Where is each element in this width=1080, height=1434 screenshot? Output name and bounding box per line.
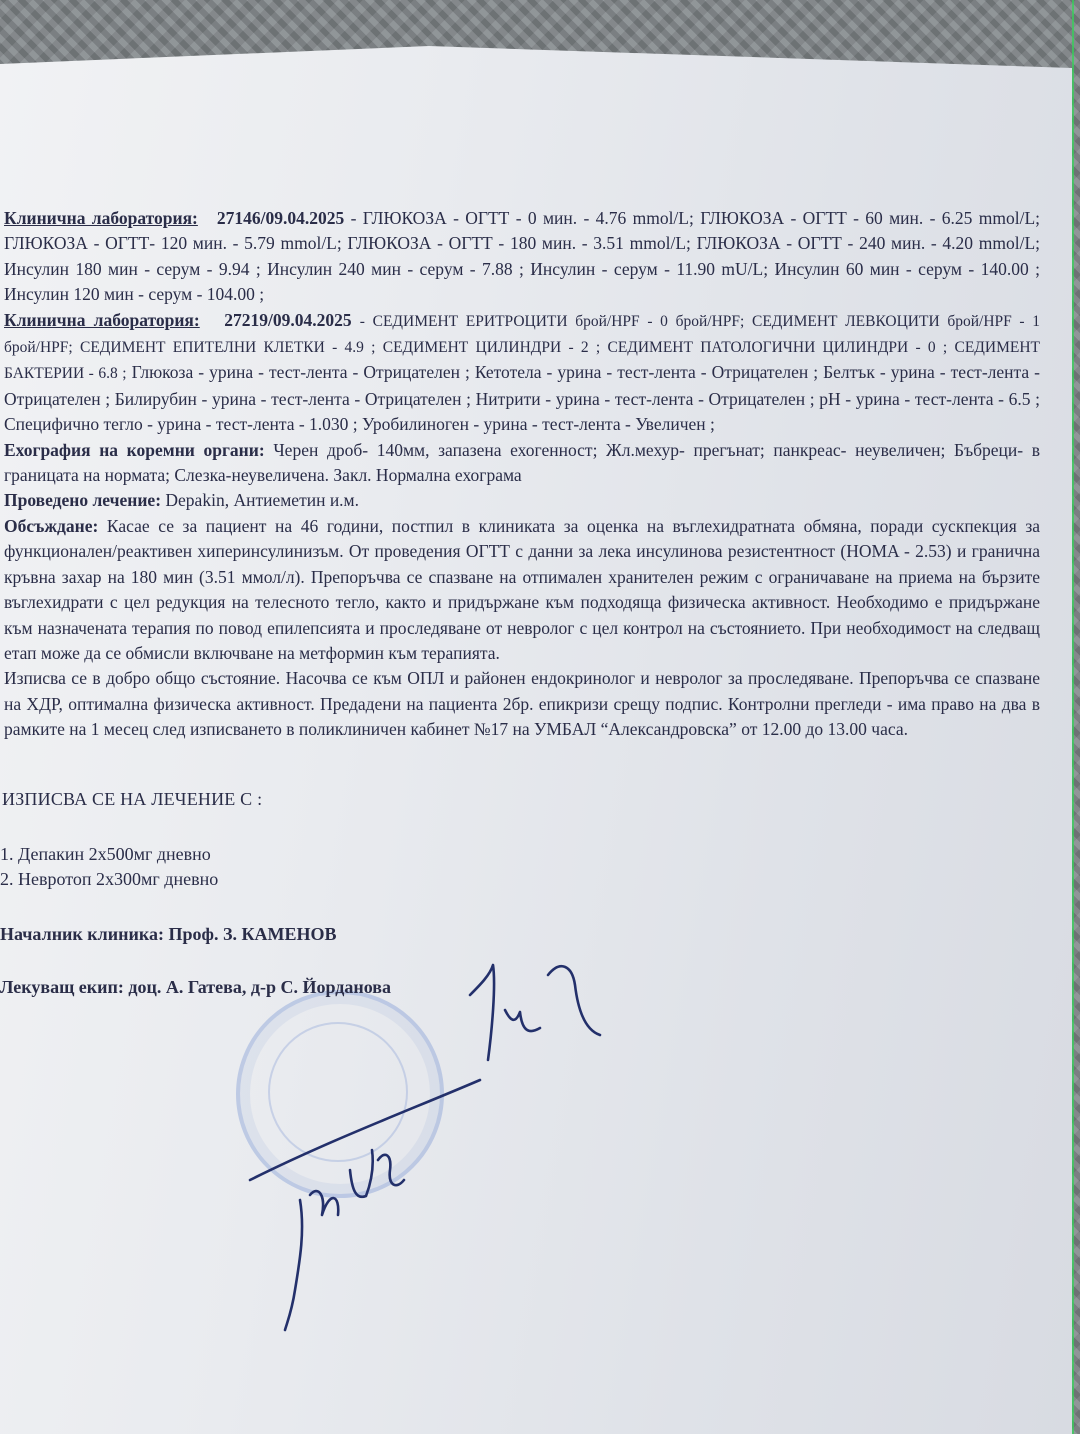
discharge-section — [0, 666, 1040, 742]
lab1-label: Клинична лаборатория: — [4, 208, 198, 228]
round-stamp-inner — [268, 1022, 408, 1162]
treatment-text: Depakin, Антиеметин и.м. — [165, 490, 360, 511]
treatment-section — [0, 488, 1040, 513]
lab2-urine-text: Глюкоза - урина - тест-лента - Отрицателен ; Кетотела - урина - тест-лента - Отрицателен ; Белтък - урина - тест-лента - Отрицателен ; Билирубин - урина - тест-лента - Отрицателен ; Нитрити - урина - тест-лента - Отрицателен ; pH - урина - тест-лента - 6.5 ; Специфично тегло - урина - тест-лента - 1.030 ; Уробилиноген - урина - тест-лента - Увеличен ; — [4, 362, 1040, 435]
lab-section-1 — [0, 206, 1040, 308]
medication-item: 2. Невротоп 2х300мг дневно — [0, 868, 219, 889]
screen-edge-line — [1072, 0, 1074, 1434]
discharge-text: Изписва се в добро общо състояние. Насочва се към ОПЛ и районен ендокринолог и невролог за проследяване. Препоръчва се спазване на ХДР, оптимална физическа активност. Предадени на пациента 2бр. епикризи срещу подпис. Контролни прегледи - има право на два в рамките на 1 месец след изписването в поликлиничен кабинет №17 на УМБАЛ “Александровска” от 12.00 до 13.00 часа. — [4, 668, 1040, 740]
lab2-id: 27219/09.04.2025 — [224, 309, 352, 330]
treatment-label: Проведено лечение: — [4, 490, 162, 511]
discussion-section — [0, 514, 1040, 666]
discussion-label: Обсъждане: — [4, 515, 99, 536]
medication-list — [0, 842, 1040, 892]
lab1-text: - ГЛЮКОЗА - ОГТТ - 0 мин. - 4.76 mmol/L; ГЛЮКОЗА - ОГТТ - 60 мин. - 6.25 mmol/L; ГЛЮКОЗА - ОГТТ- 120 мин. - 5.79 mmol/L; ГЛЮКОЗА - ОГТТ - 180 мин. - 3.51 mmol/L; ГЛЮКОЗА - ОГТТ - 240 мин. - 4.20 mmol/L; Инсулин 180 мин - серум - 9.94 ; Инсулин 240 мин - серум - 7.88 ; Инсулин - серум - 11.90 mU/L; Инсулин 60 мин - серум - 140.00 ; Инсулин 120 мин - серум - 104.00 ; — [4, 208, 1040, 305]
echo-label: Ехография на коремни органи: — [4, 439, 265, 460]
epicrisis-document — [0, 206, 1040, 1001]
spacer — [0, 892, 1040, 922]
echo-section — [0, 438, 1040, 489]
echo-text: Черен дроб- 140мм, запазена ехогенност; Жл.мехур- прегънат; панкреас- неувеличен; Бъбреци- в границата на нормата; Слезка-неувеличена. Закл. Нормална ехограма — [4, 439, 1040, 486]
lab2-label: Клинична лаборатория: — [4, 309, 200, 330]
lab2-sediment-text: - СЕДИМЕНТ ЕРИТРОЦИТИ брой/HPF - 0 брой/HPF; СЕДИМЕНТ ЛЕВКОЦИТИ брой/HPF - 1 брой/HPF; СЕДИМЕНТ ЕПИТЕЛНИ КЛЕТКИ - 4.9 ; СЕДИМЕНТ ЦИЛИНДРИ - 2 ; СЕДИМЕНТ ПАТОЛОГИЧНИ ЦИЛИНДРИ - 0 ; СЕДИМЕНТ БАКТЕРИИ - 6.8 ; — [4, 312, 1041, 383]
treating-team-line: Лекуващ екип: доц. А. Гатева, д-р С. Йорданова — [0, 977, 391, 998]
discussion-text: Касае се за пациент на 46 години, постпил в клиниката за оценка на въглехидратната обмяна, поради сускпекция за функционален/реактивен хиперинсулинизъм. От проведения ОГТТ с данни за лека инсулинова резистентност (HOMA - 2.53) и гранична кръвна захар на 180 мин (3.51 ммол/л). Препоръчва се спазване на отпимален хранителен режим с ограничаване на приема на бързите въглехидрати с цел редукция на телесното тегло, както и придържане към подходяща физическа активност. Необходимо е придържане към назначената терапия по повод епилепсията и проследяване от невролог с цел контрол на състоянието. При необходимост на следващ етап може да се обмисли включване на метформин към терапията. — [4, 515, 1041, 663]
lab1-id: 27146/09.04.2025 — [216, 208, 345, 228]
clinic-chief-line: Началник клиника: Проф. З. КАМЕНОВ — [0, 923, 337, 944]
medication-item: 1. Депакин 2х500мг дневно — [0, 843, 211, 864]
round-stamp — [236, 990, 444, 1198]
lab-section-2 — [0, 308, 1040, 438]
spacer — [0, 947, 1040, 975]
discharge-meds-heading: ИЗПИСВА СЕ НА ЛЕЧЕНИЕ С : — [2, 788, 263, 809]
spacer — [0, 743, 1040, 787]
